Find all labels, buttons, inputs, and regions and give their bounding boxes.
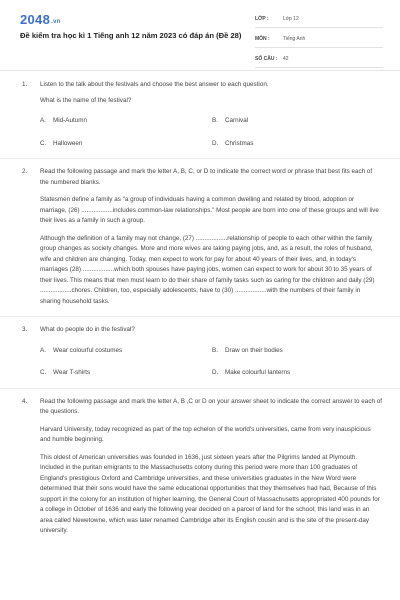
question-number: 4. bbox=[22, 397, 28, 405]
answer-options bbox=[40, 116, 382, 149]
question-divider bbox=[0, 316, 400, 317]
option-c[interactable] bbox=[40, 139, 212, 150]
option-b[interactable] bbox=[212, 346, 384, 357]
option-letter: C. bbox=[40, 139, 47, 147]
meta-label: SỐ CÂU : bbox=[255, 56, 278, 62]
question-divider bbox=[0, 158, 400, 159]
meta-info bbox=[255, 13, 383, 73]
meta-label: LỚP : bbox=[255, 16, 269, 22]
header-divider bbox=[0, 70, 400, 71]
question-4 bbox=[0, 397, 400, 537]
meta-row-question-count bbox=[255, 53, 383, 68]
question-number: 1. bbox=[22, 81, 28, 88]
option-d[interactable] bbox=[212, 368, 384, 379]
option-text: Draw on their bodies bbox=[225, 346, 283, 354]
meta-row-class bbox=[255, 13, 383, 28]
option-a[interactable] bbox=[40, 346, 212, 357]
option-letter: C. bbox=[40, 369, 47, 376]
option-text: Mid-Autumn bbox=[53, 117, 87, 124]
logo-text: 2048 bbox=[20, 12, 51, 27]
meta-value: Lớp 12 bbox=[283, 16, 299, 22]
option-b[interactable] bbox=[212, 116, 384, 127]
option-text: Carnival bbox=[225, 117, 249, 124]
meta-row-subject bbox=[255, 33, 383, 48]
meta-value: 42 bbox=[283, 56, 289, 62]
option-text: Christmas bbox=[225, 139, 254, 147]
option-text: Make colourful lanterns bbox=[225, 369, 291, 376]
option-letter: D. bbox=[212, 139, 219, 147]
logo[interactable] bbox=[20, 12, 61, 27]
option-letter: A. bbox=[40, 117, 46, 124]
question-3 bbox=[0, 325, 400, 379]
passage-paragraph: Although the definition of a family may not change, (27) ..................relationship of people to each other within the family group changes as society changes. More and more wives are taking paying jobs, and, as a result, the roles of husband, wife and children are changing. Today, men expect to work for pay for about 40 years of their lives, and, in today's marriages (28) ..................which both spouses have paying jobs, women can expect to work for about 30 to 35 years of their lives. This means that men must learn to do their share of family tasks such as caring for the children and daily (29) ..................chores. Children, too, especially adolescents, have to (30) ..................with the numbers of their family in sharing household tasks. bbox=[40, 234, 375, 305]
question-text: Read the following passage and mark the letter A, B, C, or D to indicate the correct word or phrase that best fits each of the numbered blanks. bbox=[40, 168, 373, 186]
option-text: Halloween bbox=[53, 139, 83, 147]
option-a[interactable] bbox=[40, 116, 212, 127]
passage-paragraph: This oldest of American universities was founded in 1636, just sixteen years after the Pilgrims landed at Plymouth. Included in the puritan emigrants to the Massachusetts colony during this period were more than 100 graduates of England's prestigious Oxford and Cambridge universities, and these universities graduates in the New Word were determined that their sons would have the same educational opportunities that they themselves had had, Because of this support in the colony for an institution of higher learning, the General Court of Massachusetts appropriated 400 pounds for a college in October of 1636 and early the following year decided on a parcel of land for the school; this land was in an area called Newetowne, which was later renamed Cambridge after its English cousin and is the site of the present-day university. bbox=[40, 453, 380, 534]
question-text: Listen to the talk about the festivals and choose the best answer to each question. bbox=[40, 81, 269, 88]
question-2 bbox=[0, 167, 400, 307]
question-divider bbox=[0, 388, 400, 389]
logo-suffix: .vn bbox=[51, 19, 61, 25]
meta-label: MÔN : bbox=[255, 36, 270, 42]
document-title: Đề kiểm tra học kì 1 Tiếng anh 12 năm 2023 có đáp án (Đề 28) bbox=[20, 31, 242, 40]
option-text: Wear colourful costumes bbox=[53, 346, 123, 354]
question-number: 2. bbox=[22, 168, 28, 175]
question-number: 3. bbox=[22, 326, 28, 333]
option-letter: B. bbox=[212, 117, 218, 124]
option-d[interactable] bbox=[212, 139, 384, 150]
question-1 bbox=[0, 80, 400, 149]
option-letter: A. bbox=[40, 346, 46, 354]
passage-paragraph: Statesmen define a family as "a group of individuals having a common dwelling and related by blood, adoption or marriage, (26) ..................includes common-law relationships." Most people are born into one of these groups and will live their lives as a family in such a group. bbox=[40, 196, 379, 224]
question-text: Read the following passage and mark the letter A, B ,C or D on your answer sheet to indicate the correct answer to each of the questions. bbox=[40, 397, 382, 415]
option-c[interactable] bbox=[40, 368, 212, 379]
option-letter: D. bbox=[212, 369, 219, 376]
option-letter: B. bbox=[212, 346, 218, 354]
answer-options bbox=[40, 346, 382, 379]
header bbox=[0, 0, 400, 68]
passage-paragraph: Harvard University, today recognized as part of the top echelon of the world's universities, came from very inauspicious and humble beginning. bbox=[40, 425, 371, 443]
meta-value: Tiếng Anh bbox=[283, 36, 306, 42]
question-text: What do people do in the festival? bbox=[40, 326, 135, 333]
question-list bbox=[0, 80, 400, 537]
question-subtext: What is the name of the festival? bbox=[40, 96, 132, 104]
option-text: Wear T-shirts bbox=[53, 369, 91, 376]
